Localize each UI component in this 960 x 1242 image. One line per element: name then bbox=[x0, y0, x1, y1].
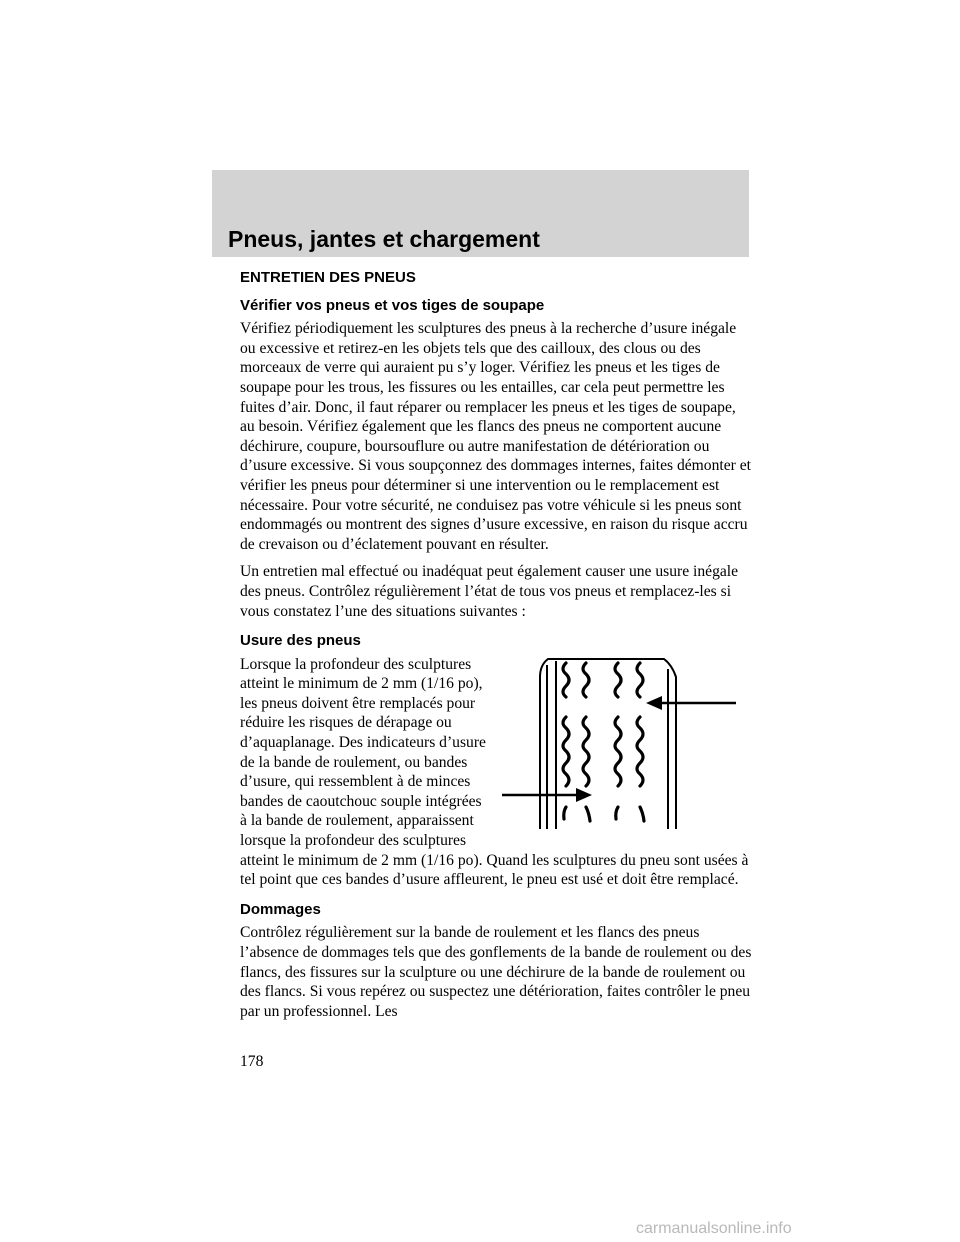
paragraph-wear: Lorsque la profondeur des sculptures atteint le minimum de 2 mm (1/16 po), les pneus doivent être remplacés pour réduire les risques de dérapage ou d’aquaplanage. Des indicateurs d’usure de la bande de roulement, ou bandes d’usure, qui ressemblent à de minces bandes de caoutchouc souple intégrées à la bande de roulement, apparaissent lorsque la profondeur des sculptures atteint le minimum de 2 mm (1/16 po). Quand les sculptures du pneu sont usées à tel point que ces bandes d’usure affleurent, le pneu est usé et doit être remplacé. bbox=[240, 655, 749, 889]
subheading-check: Vérifier vos pneus et vos tiges de soupape bbox=[240, 296, 545, 314]
wear-indicator-arrow-right bbox=[646, 696, 736, 710]
paragraph-check-2: Un entretien mal effectué ou inadéquat peut également causer une usure inégale des pneus. Contrôlez régulièrement l’état de tous vos pneus et remplacez-les si vous constatez l’une des situations suivantes : bbox=[240, 563, 739, 620]
tread-wear-figure bbox=[500, 657, 758, 829]
page-content bbox=[240, 268, 752, 1029]
page-number: 178 bbox=[240, 1053, 264, 1070]
page-title: Pneus, jantes et chargement bbox=[228, 226, 540, 252]
paragraph-check-1: Vérifiez périodiquement les sculptures des pneus à la recherche d’usure inégale ou excessive et retirez-en les objets tels que des cailloux, des clous ou des morceaux de verre qui auraient pu s’y loger. Vérifiez les pneus et les tiges de soupape pour les trous, les fissures ou les entailles, car cela peut permettre les fuites d’air. Donc, il faut réparer ou remplacer les pneus et les tiges de soupape, au besoin. Vérifiez également que les flancs des pneus ne comportent aucune déchirure, coupure, boursouflure ou autre manifestation de détérioration ou d’usure excessive. Si vous soupçonnez des dommages internes, faites démonter et vérifier les pneus pour déterminer si une intervention ou le remplacement est nécessaire. Pour votre sécurité, ne conduisez pas votre véhicule si les pneus sont endommagés ou montrent des signes d’usure excessive, en raison du risque accru de crevaison ou d’éclatement pouvant en résulter. bbox=[240, 320, 751, 553]
subheading-damage: Dommages bbox=[240, 900, 321, 918]
paragraph-damage: Contrôlez régulièrement sur la bande de roulement et les flancs des pneus l’absence de dommages tels que des gonflements de la bande de roulement ou des flancs, des fissures sur la sculpture ou une déchirure de la bande de roulement ou des flancs. Si vous repérez ou suspectez une détérioration, faites contrôler le pneu par un professionnel. Les bbox=[240, 924, 752, 1020]
subheading-wear: Usure des pneus bbox=[240, 632, 361, 650]
watermark: carmanualsonline.info bbox=[636, 1220, 792, 1237]
section-heading: ENTRETIEN DES PNEUS bbox=[240, 269, 416, 286]
tire-outline bbox=[540, 659, 676, 829]
tread-grooves bbox=[563, 663, 644, 821]
